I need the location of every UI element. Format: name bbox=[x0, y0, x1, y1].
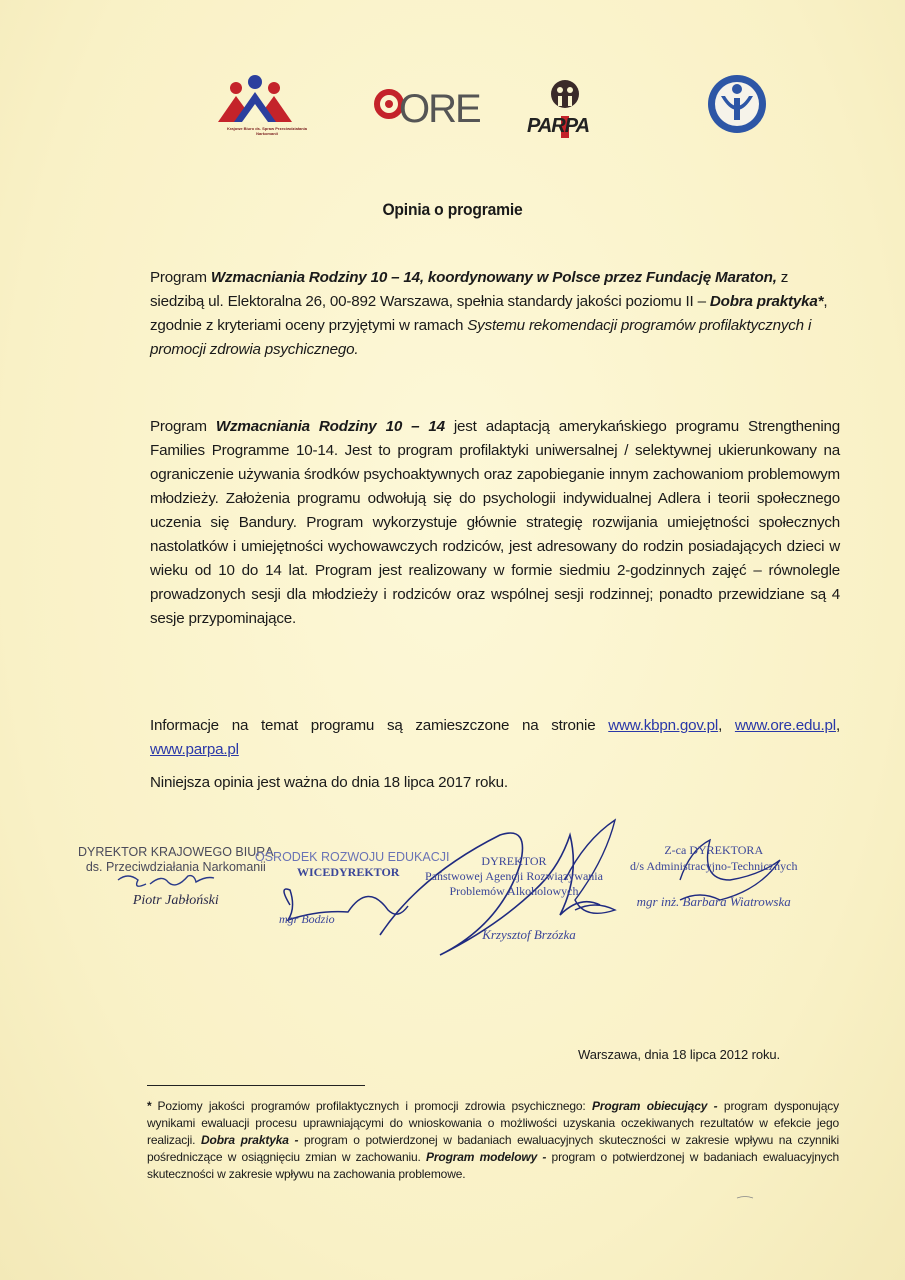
text: program dysponujący wynikami ewaluacji procesu uprawniającymi do wnioskowania o możliwości uzyskania oczekiwanych rezultatów w efekcie jego realizacji. bbox=[147, 1099, 840, 1147]
logo-row bbox=[200, 72, 800, 152]
link-kbpn[interactable]: www.kbpn.gov.pl bbox=[608, 717, 719, 734]
text: Informacje na temat programu są zamieszczone na stronie bbox=[150, 717, 609, 734]
text: Program bbox=[150, 418, 216, 435]
sig-name: Piotr Jabłoński bbox=[132, 893, 219, 908]
text: Program bbox=[150, 269, 211, 286]
paragraph-program-standard bbox=[150, 266, 840, 362]
link-parpa[interactable]: www.parpa.pl bbox=[150, 741, 239, 758]
sig-name: mgr Bodzio bbox=[279, 912, 335, 926]
paragraph-validity: Niniejsza opinia jest ważna do dnia 18 lipca 2017 roku. bbox=[150, 774, 508, 791]
footnote-star: * bbox=[147, 1099, 152, 1113]
text: z siedzibą ul. Elektoralna 26, 00-892 Warszawa, spełnia standardy jakości poziomu II – bbox=[150, 269, 789, 310]
level-good-practice: Dobra praktyka - bbox=[201, 1133, 299, 1147]
sig-institution-2: Problemów Alkoholowych bbox=[449, 884, 579, 898]
sig-name: Krzysztof Brzózka bbox=[482, 927, 576, 942]
kbpn-logo bbox=[212, 72, 308, 136]
footnote-divider bbox=[147, 1085, 365, 1086]
parpa-logo-text: PARPA bbox=[527, 115, 590, 137]
text: , bbox=[718, 717, 735, 734]
sig-role: Z-ca DYREKTORA bbox=[664, 843, 764, 857]
text: , bbox=[835, 717, 840, 734]
signature-ore bbox=[255, 850, 449, 927]
quality-level: Dobra praktyka* bbox=[709, 293, 824, 310]
text: , zgodnie z kryteriami oceny przyjętymi w ramach bbox=[150, 293, 828, 334]
sig-name: mgr inż. Barbara Wiatrowska bbox=[636, 894, 791, 909]
paragraph-info-links bbox=[150, 714, 840, 762]
sig-role: WICEDYREKTOR bbox=[297, 865, 400, 879]
kbpn-caption: Krajowe Biuro ds. Spraw Przeciwdziałania Narkomanii bbox=[226, 126, 308, 136]
level-model: Program modelowy - bbox=[426, 1150, 547, 1164]
sig-institution: OŚRODEK ROZWOJU EDUKACJI bbox=[255, 850, 450, 864]
ore-logo-text: ORE bbox=[399, 87, 480, 131]
text: program o potwierdzonej w badaniach ewaluacyjnych skuteczności w zakresie wpływu na zachowania problemowe. bbox=[147, 1150, 839, 1181]
ore-logo bbox=[375, 76, 480, 132]
system-name: Systemu rekomendacji programów profilaktycznych i promocji zdrowia psychicznego. bbox=[150, 317, 812, 358]
circle-figure-logo bbox=[705, 72, 769, 136]
footnote bbox=[147, 1098, 839, 1183]
sig-institution: ds. Przeciwdziałania Narkomanii bbox=[85, 860, 266, 874]
sig-institution: Państwowej Agencji Rozwiązywania bbox=[425, 869, 603, 883]
page-title: Opinia o programie bbox=[382, 200, 523, 219]
parpa-logo bbox=[525, 76, 605, 140]
sig-role: DYREKTOR KRAJOWEGO BIURA bbox=[78, 845, 274, 859]
signature-parpa bbox=[425, 854, 603, 942]
link-ore[interactable]: www.ore.edu.pl bbox=[734, 717, 836, 734]
date-place: Warszawa, dnia 18 lipca 2012 roku. bbox=[578, 1047, 781, 1062]
text: program o potwierdzonej w badaniach ewaluacyjnych skuteczności w zakresie wpływu na czynniki pośredniczące w osiągnięciu zmian w zachowaniu. bbox=[147, 1133, 839, 1164]
paragraph-program-description bbox=[150, 415, 840, 631]
program-name: Wzmacniania Rodziny 10 – 14, koordynowany w Polsce przez Fundację Maraton, bbox=[210, 269, 777, 286]
signature-deputy bbox=[630, 842, 797, 910]
text: jest adaptacją amerykańskiego programu Strengthening Families Programme 10-14. Jest to program profilaktyki uniwersalnej / selektywnej ukierunkowany na ograniczenie używania środków psychoaktywnych oraz zapobieganie innym zachowaniom problemowym młodzieży. Założenia programu odwołują się do psychologii indywidualnej Adlera i teorii społecznego uczenia się Bandury. Program wykorzystuje głównie strategię rozwijania umiejętności społecznych nastolatków i umiejętności wychowawczych rodziców, jest adresowany do rodzin posiadających dzieci w wieku od 10 do 14 lat. Program jest realizowany w formie siedmiu 2-godzinnych zajęć – równolegle prowadzonych sesji dla młodzieży i rodziców oraz wspólnej sesji rodzinnej; ponadto przewidziane są 4 sesje przypominające. bbox=[150, 418, 840, 627]
text: Poziomy jakości programów profilaktycznych i promocji zdrowia psychicznego: bbox=[157, 1099, 593, 1113]
stray-mark bbox=[735, 1195, 755, 1201]
program-name: Wzmacniania Rodziny 10 – 14 bbox=[215, 418, 445, 435]
signature-kbpn bbox=[78, 845, 274, 908]
level-promising: Program obiecujący - bbox=[592, 1099, 718, 1113]
sig-department: d/s Administracyjno-Technicznych bbox=[630, 859, 798, 873]
sig-role: DYREKTOR bbox=[481, 854, 547, 868]
